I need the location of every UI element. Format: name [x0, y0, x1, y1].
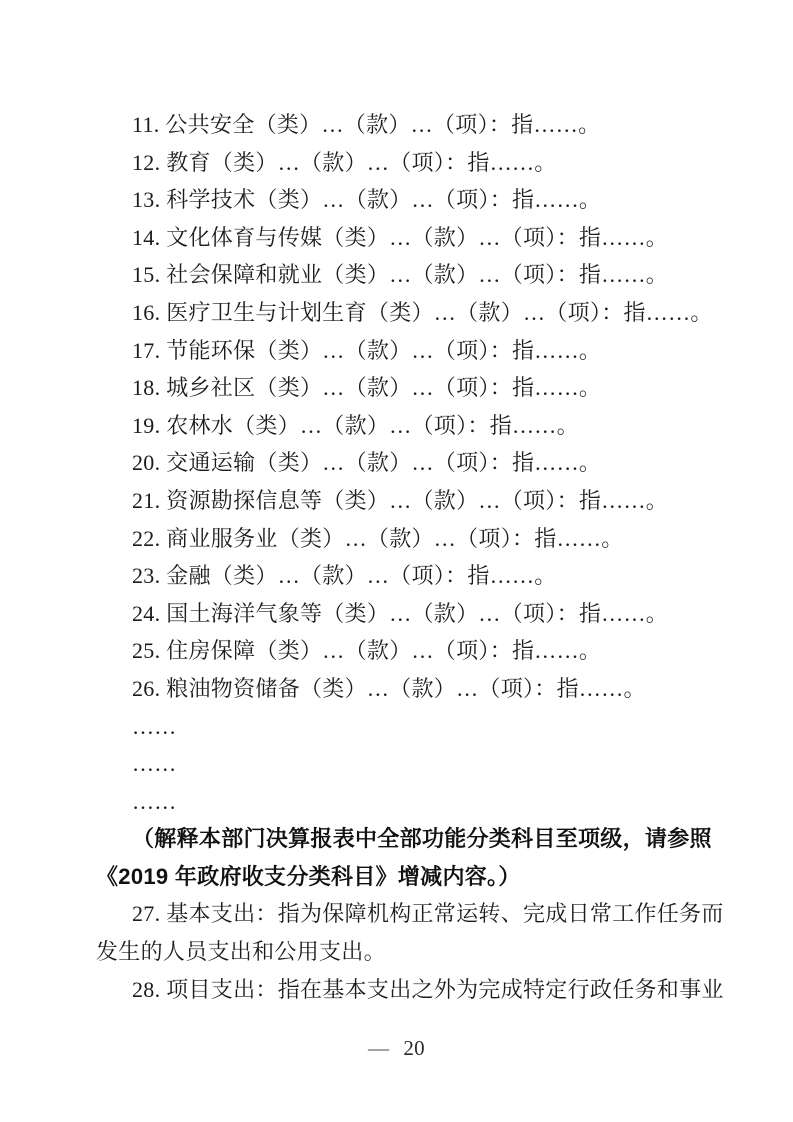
- list-item: 26. 粮油物资储备（类）…（款）…（项）：指……。: [132, 675, 646, 701]
- list-item: 19. 农林水（类）…（款）…（项）：指……。: [132, 412, 579, 438]
- list-item: 12. 教育（类）…（款）…（项）：指……。: [132, 149, 557, 175]
- ellipsis-line: ……: [132, 788, 177, 814]
- paragraph-continuation: 发生的人员支出和公用支出。: [96, 939, 386, 965]
- list-item: 22. 商业服务业（类）…（款）…（项）：指……。: [132, 525, 624, 551]
- ellipsis-line: ……: [132, 751, 177, 777]
- list-item: 21. 资源勘探信息等（类）…（款）…（项）：指……。: [132, 487, 669, 513]
- list-item: 23. 金融（类）…（款）…（项）：指……。: [132, 563, 557, 589]
- footer-dash: —: [368, 1036, 390, 1060]
- ellipsis-line: ……: [132, 713, 177, 739]
- list-item: 15. 社会保障和就业（类）…（款）…（项）：指……。: [132, 262, 669, 288]
- list-item: 16. 医疗卫生与计划生育（类）…（款）…（项）：指……。: [132, 299, 713, 325]
- list-item: 11. 公共安全（类）…（款）…（项）：指……。: [132, 112, 601, 137]
- note-line: 《2019 年政府收支分类科目》增减内容。）: [96, 863, 521, 889]
- list-item: 13. 科学技术（类）…（款）…（项）：指……。: [132, 187, 602, 213]
- list-item: 27. 基本支出：指为保障机构正常运转、完成日常工作任务而: [132, 901, 724, 927]
- page-number: 20: [403, 1036, 425, 1060]
- list-item: 20. 交通运输（类）…（款）…（项）：指……。: [132, 450, 602, 476]
- note-line: （解释本部门决算报表中全部功能分类科目至项级，请参照: [132, 826, 712, 852]
- list-item: 28. 项目支出：指在基本支出之外为完成特定行政任务和事业: [132, 976, 724, 1002]
- list-item: 25. 住房保障（类）…（款）…（项）：指……。: [132, 638, 602, 664]
- list-item: 24. 国土海洋气象等（类）…（款）…（项）：指……。: [132, 600, 669, 626]
- list-item: 14. 文化体育与传媒（类）…（款）…（项）：指……。: [132, 224, 669, 250]
- document-content: [96, 106, 724, 1008]
- list-item: 18. 城乡社区（类）…（款）…（项）：指……。: [132, 375, 602, 401]
- page-footer: [0, 1036, 793, 1061]
- list-item: 17. 节能环保（类）…（款）…（项）：指……。: [132, 337, 602, 363]
